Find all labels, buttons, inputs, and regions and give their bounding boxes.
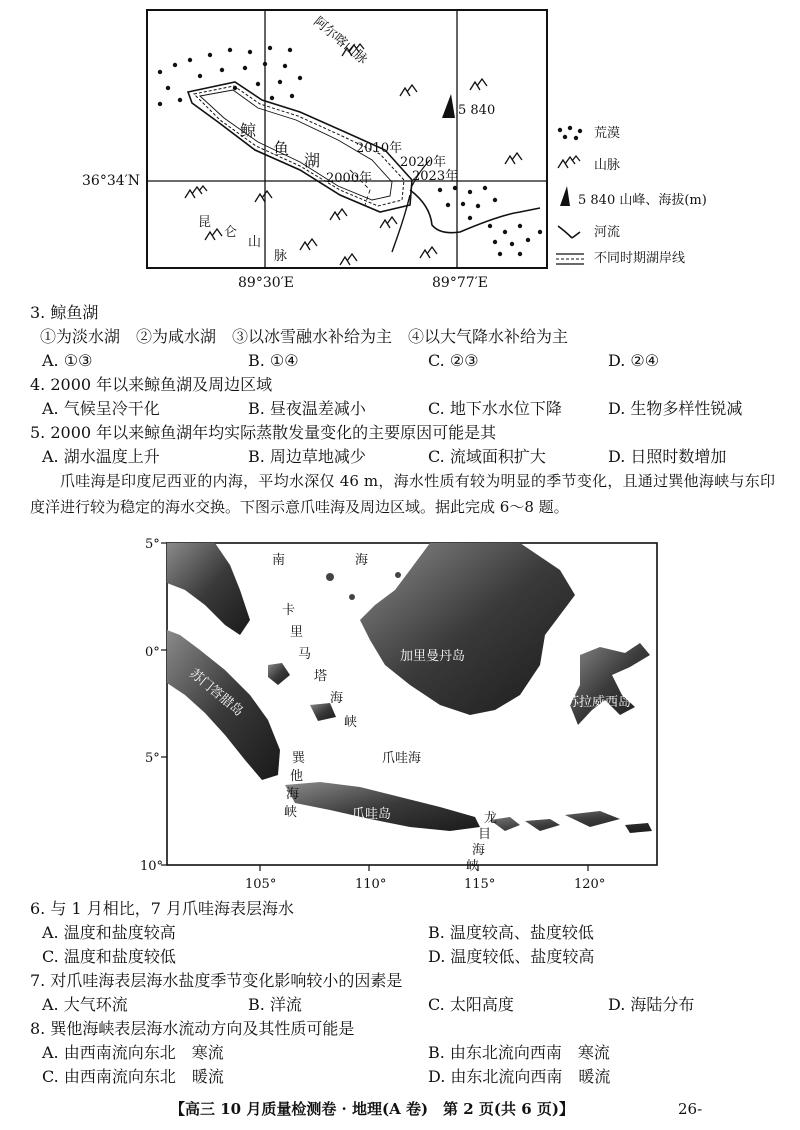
small-island [326, 573, 334, 581]
longitude-label-1: 89°30′E [238, 275, 295, 291]
java-sea-map [0, 535, 800, 895]
lon-105-label: 105° [245, 877, 277, 892]
question-7-option-d[interactable]: D. 海陆分布 [608, 995, 695, 1014]
question-8-option-a[interactable]: A. 由西南流向东北 寒流 [42, 1043, 224, 1062]
question-5-option-b[interactable]: B. 周边草地减少 [248, 447, 366, 466]
java-sea-map-svg [0, 535, 800, 895]
karimata-char-1: 卡 [282, 603, 296, 618]
karimata-char-6: 峡 [344, 715, 358, 730]
legend-label-river: 河流 [594, 225, 621, 240]
sunda-char-1: 巽 [292, 751, 306, 766]
legend-label-peak: 5 840 山峰、海拔(m) [578, 193, 707, 208]
karimata-char-5: 海 [330, 691, 344, 706]
lat-10s-label: 10° [140, 859, 164, 874]
kunlun-char-4: 脉 [274, 249, 288, 264]
desert-dots [158, 46, 542, 256]
river-2 [392, 195, 410, 252]
peak-elevation-label: 5 840 [458, 103, 496, 118]
river-icon [558, 226, 580, 238]
longitude-label-2: 89°77′E [432, 275, 489, 291]
question-5-option-c[interactable]: C. 流域面积扩大 [428, 447, 546, 466]
sunda-char-4: 峡 [284, 805, 298, 820]
peak-triangle-icon [442, 94, 455, 118]
lon-110-label: 110° [355, 877, 387, 892]
lombok-char-4: 峡 [466, 859, 480, 874]
karimata-char-4: 塔 [314, 669, 328, 684]
question-3-stem: 3. 鲸鱼湖 [30, 303, 99, 322]
lombok-char-2: 目 [478, 827, 492, 842]
kalimantan-label: 加里曼丹岛 [400, 649, 466, 664]
desert-dots-icon [558, 126, 582, 140]
lake-label-char-1: 鲸 [240, 121, 257, 140]
question-5-stem: 5. 2000 年以来鲸鱼湖年均实际蒸散发量变化的主要原因可能是其 [30, 423, 497, 442]
question-7-option-b[interactable]: B. 洋流 [248, 995, 302, 1014]
java-island-label: 爪哇岛 [352, 807, 392, 822]
question-8-stem: 8. 巽他海峡表层海水流动方向及其性质可能是 [30, 1019, 355, 1038]
legend-label-shoreline: 不同时期湖岸线 [594, 251, 686, 266]
sunda-char-2: 他 [290, 769, 304, 784]
small-island [349, 594, 355, 600]
shoreline-icon [556, 254, 584, 264]
kunlun-char-3: 山 [248, 235, 262, 250]
kunlun-char-1: 昆 [198, 215, 212, 230]
question-4-option-d[interactable]: D. 生物多样性锐减 [608, 399, 743, 418]
question-6-stem: 6. 与 1 月相比，7 月爪哇海表层海水 [30, 899, 294, 918]
mountain-north-label: 阿尔喀山脉 [310, 14, 370, 68]
passage-text: 爪哇海是印度尼西亚的内海，平均水深仅 46 m，海水性质有较为明显的季节变化，且通过巽他海峡与东印度洋进行较为稳定的海水交换。下图示意爪哇海及周边区域。据此完成 6～8 题。 [30, 472, 775, 516]
year-2010-label: 2010年 [356, 141, 403, 156]
question-3-sub: ①为淡水湖 ②为咸水湖 ③以冰雪融水补给为主 ④以大气降水补给为主 [40, 327, 569, 346]
question-6-option-b[interactable]: B. 温度较高、盐度较低 [428, 923, 594, 942]
lake-label-char-2: 鱼 [273, 139, 290, 158]
question-7-option-c[interactable]: C. 太阳高度 [428, 995, 514, 1014]
question-8-option-b[interactable]: B. 由东北流向西南 寒流 [428, 1043, 610, 1062]
question-6-option-d[interactable]: D. 温度较低、盐度较高 [428, 947, 595, 966]
question-7-stem: 7. 对爪哇海表层海水盐度季节变化影响较小的因素是 [30, 971, 403, 990]
karimata-char-3: 马 [298, 647, 312, 662]
question-8-option-d[interactable]: D. 由东北流向西南 暖流 [428, 1067, 611, 1086]
question-3-option-b[interactable]: B. ①④ [248, 351, 299, 370]
karimata-char-2: 里 [290, 625, 304, 640]
lombok-char-3: 海 [472, 843, 486, 858]
lombok-char-1: 龙 [484, 811, 498, 826]
java-sea-label: 爪哇海 [382, 751, 422, 766]
legend-label-mountain: 山脉 [594, 158, 621, 173]
small-island [395, 572, 401, 578]
question-5-option-a[interactable]: A. 湖水温度上升 [42, 447, 160, 466]
lat-5n-label: 5° [145, 537, 160, 552]
mountain-range-icon [558, 156, 580, 168]
question-3-option-a[interactable]: A. ①③ [42, 351, 93, 370]
question-4-option-b[interactable]: B. 昼夜温差减小 [248, 399, 366, 418]
year-2023-label: 2023年 [412, 169, 459, 184]
question-4-stem: 4. 2000 年以来鲸鱼湖及周边区域 [30, 375, 273, 394]
kunlun-char-2: 仑 [224, 225, 238, 240]
legend-peak-icon [560, 186, 570, 206]
latitude-label: 36°34′N [82, 173, 141, 189]
lat-5s-label: 5° [145, 751, 160, 766]
sumatra-label: 苏门答腊岛 [186, 666, 246, 720]
question-4-option-c[interactable]: C. 地下水水位下降 [428, 399, 562, 418]
legend-label-desert: 荒漠 [594, 126, 621, 141]
lon-115-label: 115° [464, 877, 496, 892]
question-3-option-c[interactable]: C. ②③ [428, 351, 479, 370]
sulawesi-label: 苏拉威西岛 [566, 695, 632, 710]
south-sea-char-1: 南 [272, 553, 286, 568]
question-7-option-a[interactable]: A. 大气环流 [42, 995, 128, 1014]
question-4-option-a[interactable]: A. 气候呈冷干化 [42, 399, 160, 418]
lake-label-char-3: 湖 [304, 151, 321, 170]
question-6-option-a[interactable]: A. 温度和盐度较高 [42, 923, 176, 942]
south-sea-char-2: 海 [355, 553, 369, 568]
lon-120-label: 120° [574, 877, 606, 892]
year-2000-label: 2000年 [326, 171, 373, 186]
question-3-option-d[interactable]: D. ②④ [608, 351, 660, 370]
footer-title: 【高三 10 月质量检测卷 · 地理(A 卷) 第 2 页(共 6 页)】 [170, 1100, 574, 1118]
question-8-option-c[interactable]: C. 由西南流向东北 暖流 [42, 1067, 224, 1086]
question-6-option-c[interactable]: C. 温度和盐度较低 [42, 947, 176, 966]
sunda-char-3: 海 [286, 787, 300, 802]
footer-code: 26- [678, 1100, 703, 1118]
lat-0-label: 0° [145, 645, 160, 660]
year-2020-label: 2020年 [400, 155, 447, 170]
question-5-option-d[interactable]: D. 日照时数增加 [608, 447, 727, 466]
